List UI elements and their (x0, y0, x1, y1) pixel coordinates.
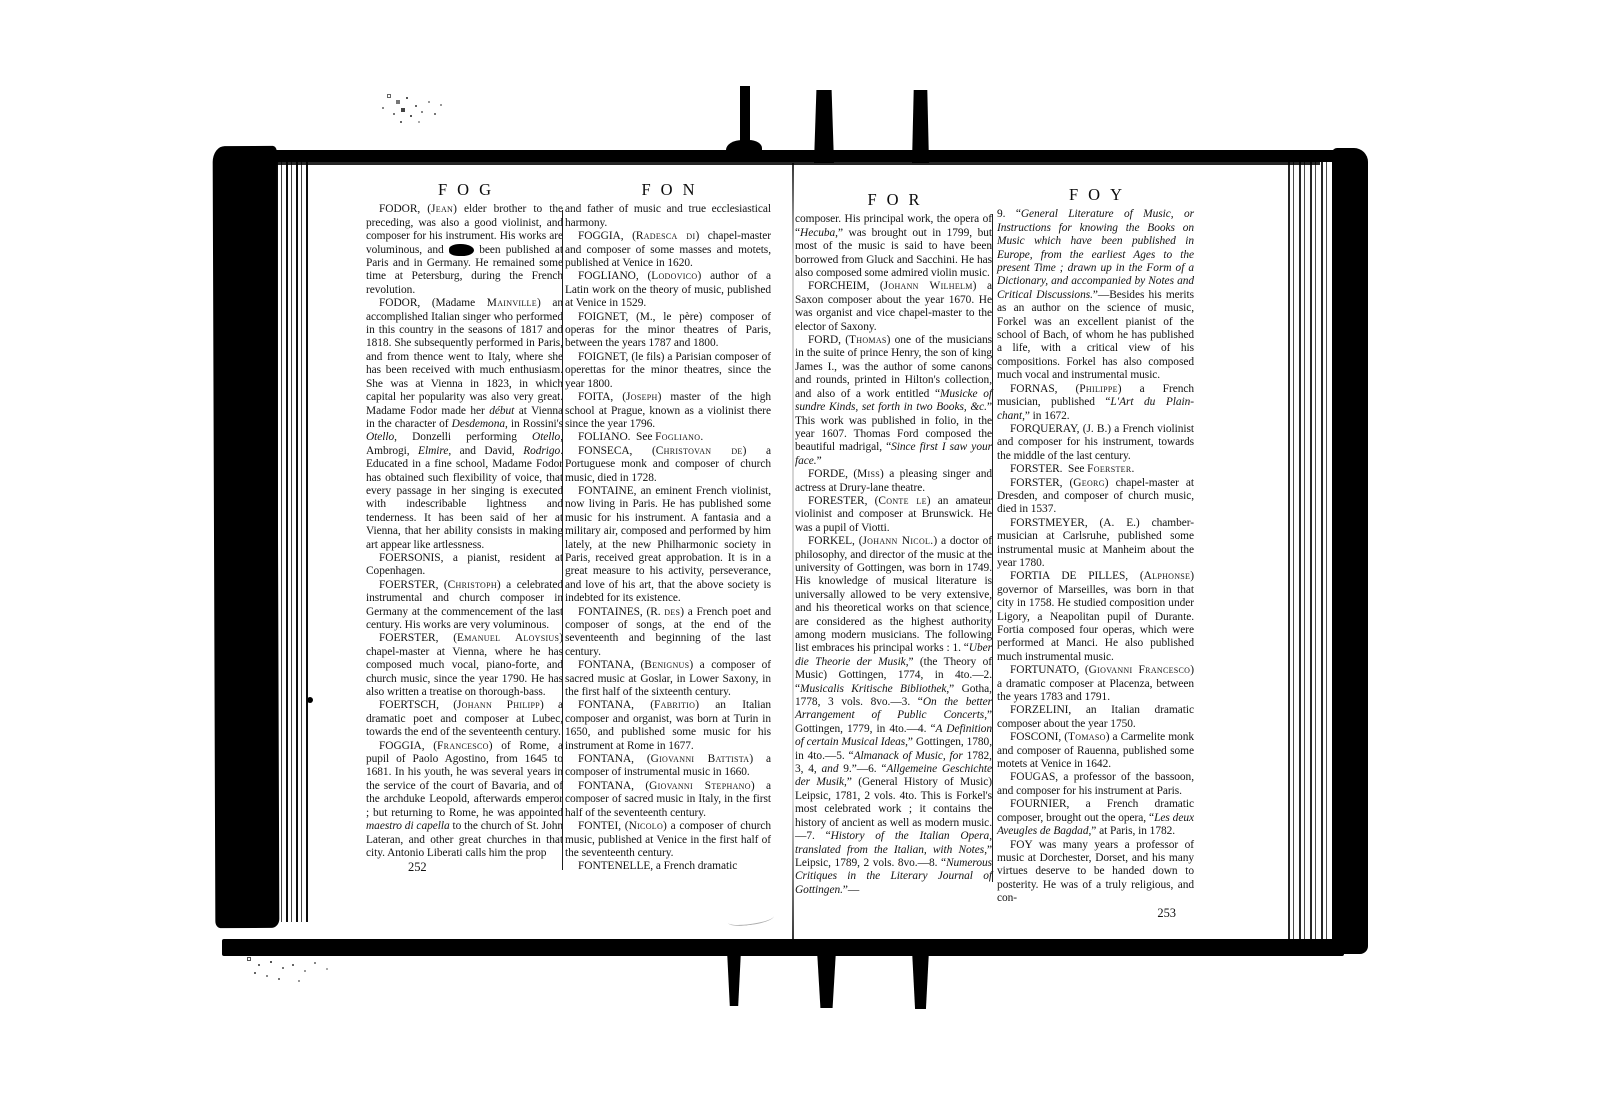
dictionary-entry: FORSTER, (Georg) chapel-master at Dresden, and composer of church music, died in 1537. (997, 476, 1194, 516)
running-head-fon: FON (641, 180, 705, 199)
dictionary-entry: FOERSTER, (Christoph) a celebrated instrumental and church composer in Germany at the commencement of the last century. His works are very voluminous. (366, 578, 564, 631)
dictionary-entry: FONSECA, (Christovan de) a Portuguese monk and composer of church music, died in 1728. (565, 444, 771, 484)
dictionary-entry: FOERSTER, (Emanuel Aloysius) chapel-master at Vienna, where he has composed much vocal, piano-forte, and church music, since the year 1790. He has also written a treatise on thorough-bass. (366, 632, 564, 699)
dictionary-entry: FORSTER. See Foerster. (1010, 463, 1135, 476)
column-for (795, 190, 993, 897)
bookmark-ribbon-bottom-3 (912, 950, 929, 1009)
dictionary-entry: FORKEL, (Johann Nicol.) a doctor of philosophy, and director of the music at the university of Gottingen, was born in 1749. His knowledge of musical literature is universally allowed to be very extensive, and his theoretical works on that science, are considered as the highest authority among modern musicians. The following list embraces his principal works : 1. “Uber die Theorie der Musik,” (the Theory of Music) Gottingen, 1774, in 4to.—2. “Musicalis Kritische Bibliothek,” Gotha, 1778, 3 vols. 8vo.—3. “On the better Arrangement of Public Concerts,” Gottingen, 1779, in 4to.—4. “A Definition of certain Musical Ideas,” Gottingen, 1780, in 4to.—5. “Almanack of Music, for 1782, 3, 4, and 9.”—6. “Allgemeine Geschichte der Musik,” (General History of Music) Leipsic, 1781, 2 vols. 4to. This is Forkel's most celebrated work ; it contains the history of ancient as well as modern music.—7. “History of the Italian Opera, translated from the Italian, with Notes,” Leipsic, 1789, 2 vols. 8vo.—8. “Numerous Critiques in the Literary Journal of Gottingen.”— (795, 535, 993, 896)
dictionary-entry: FOIGNET, (M., le père) composer of operas for the minor theatres of Paris, between the years 1787 and 1800. (565, 310, 771, 350)
dictionary-entry: FODOR, (Jean) elder brother to the preceding, was also a good violinist, and composer for his instrument. His works are voluminous, and been published at Paris and in Germany. He remained some time at Petersburg, during the French revolution. (366, 203, 563, 296)
column-rule-right-page (992, 214, 993, 882)
dictionary-entry: FOGGIA, (Francesco) of Rome, a pupil of Paolo Agostino, from 1645 to 1681. In his youth, he was several years in the service of the court of Bavaria, and of the archduke Leopold, afterwards emperor ; but returning to Rome, he was appointed maestro di capella to the church of St. John Lateran, and other great churches in that city. Antonio Liberati calls him the prop (366, 739, 563, 859)
bookmark-ribbon-bottom-1 (727, 950, 741, 1006)
dictionary-entry: FONTAINES, (R. des) a French poet and composer of songs, at the end of the seventeenth and beginning of the last century. (565, 605, 772, 658)
entries-for (795, 213, 992, 897)
book-right-page-edges (1332, 148, 1368, 954)
dictionary-entry: FORTIA DE PILLES, (Alphonse) governor of Marseilles, was born in that city in 1758. He studied composition under Ligory, a Neapolitan pupil of Durante. Fortia composed four operas, which were performed at Manci. He also published much instrumental music. (997, 570, 1194, 663)
column-fon (565, 180, 772, 874)
bookmark-ribbon-top-2 (814, 90, 834, 163)
page-number-right: 253 (1157, 905, 1176, 920)
ink-speckle (248, 958, 250, 960)
dictionary-entry: FOERTSCH, (Johann Philipp) a dramatic poet and composer at Lubec, towards the end of the seventeenth century. (366, 699, 563, 739)
dictionary-entry: FOUGAS, a professor of the bassoon, and composer for his instrument at Paris. (997, 771, 1194, 797)
dictionary-entry: FOGLIANO, (Lodovico) author of a Latin work on the theory of music, published at Venice in 1529. (565, 270, 771, 310)
dictionary-entry: FOIGNET, (le fils) a Parisian composer of operettas for the minor theatres, since the year 1800. (565, 350, 771, 390)
pencil-smudge (388, 95, 390, 97)
dictionary-entry: FOITA, (Joseph) master of the high school at Prague, known as a violinist there since the year 1796. (565, 391, 771, 430)
dictionary-entry: FONTANA, (Benignus) a composer of sacred music at Goslar, in Lower Saxony, in the first half of the sixteenth century. (565, 659, 771, 699)
dictionary-entry: FOGGIA, (Radesca di) chapel-master and composer of some masses and motets, published at Venice in 1620. (565, 230, 771, 270)
dictionary-entry: FONTENELLE, a French dramatic (578, 860, 738, 873)
dictionary-entry: FORESTER, (Conte le) an amateur violinist and composer at Brunswick. He was a pupil of Viotti. (795, 494, 992, 534)
dictionary-entry: FONTANA, (Fabritio) an Italian composer and organist, was born at Turin in 1650, and published some music for his instrument at Rome in 1677. (565, 699, 772, 752)
column-foy (997, 185, 1195, 932)
dictionary-entry: FOSCONI, (Tomaso) a Carmelite monk and composer of Rauenna, published some motets at Venice in 1642. (997, 731, 1194, 771)
book-top-edge-line (242, 162, 1320, 165)
book-bottom-edge (222, 939, 1344, 956)
running-head-foy: FOY (1068, 185, 1132, 204)
dictionary-entry: FONTANA, (Giovanni Stephano) a composer of sacred music in Italy, in the first half of the seventeenth century. (565, 779, 771, 819)
dictionary-entry: and father of music and true ecclesiastical harmony. (565, 203, 771, 229)
dictionary-entry: FORNAS, (Philippe) a French musician, published “L'Art du Plain-chant,” in 1672. (997, 382, 1195, 422)
dictionary-entry: FORSTMEYER, (A. E.) chamber-musician at Carlsruhe, published some instrumental music at Manheim about the year 1780. (997, 516, 1194, 569)
book-left-page-edges (213, 146, 280, 928)
dictionary-entry: FOURNIER, a French dramatic composer, brought out the opera, “Les deux Aveugles de Bagdad,” at Paris, in 1782. (997, 798, 1194, 838)
entries-foy (997, 208, 1194, 905)
dictionary-entry: composer. His principal work, the opera of “Hecuba,” was brought out in 1799, but most of the music is said to have been borrowed from Gluck and Sacchini. He has also composed some admired violin music. (795, 213, 992, 280)
book-right-edge-streaks (1286, 158, 1332, 950)
dictionary-entry: 9. “General Literature of Music, or Instructions for knowing the Books on Music which have been published in Europe, from the earliest Ages to the present Time ; drawn up in the Form of a Dictionary, and accompanied by Notes and Critical Discussions.”—Besides his merits as an author on the science of music, Forkel was an excellent pianist of the school of Bach, of whom he has published a life, with a critical view of his compositions. Forkel has also composed much vocal and instrumental music. (997, 208, 1195, 382)
dictionary-entry: FOLIANO. See Fogliano. (578, 431, 704, 444)
dictionary-entry: FORQUERAY, (J. B.) a French violinist and composer for his instrument, towards the middle of the last century. (997, 422, 1194, 462)
dictionary-entry: FOERSONIS, a pianist, resident at Copenhagen. (366, 551, 563, 578)
book-left-edge-streaks (276, 158, 308, 922)
dictionary-entry: FONTEI, (Nicolo) a composer of church music, published at Venice in the first half of the seventeenth century. (565, 820, 771, 859)
dictionary-entry: FORDE, (Miss) a pleasing singer and actress at Drury-lane theatre. (795, 468, 992, 494)
running-head-fog: FOG (437, 180, 501, 199)
entries-fon (565, 203, 771, 873)
running-head-for: FOR (867, 190, 930, 209)
book-top-edge (226, 150, 1338, 162)
dictionary-entry: FORD, (Thomas) one of the musicians in the suite of prince Henry, the son of king James I., was the author of some canons and rounds, printed in Hilton's collection, and also of a work entitled “Musicke of sundre Kinds, set forth in two Books, &c.” This work was published in folio, in the year 1607. Thomas Ford composed the beautiful madrigal, “Since first I saw your face.” (795, 334, 992, 467)
bookmark-ribbon-bottom-2 (817, 950, 836, 1008)
dictionary-entry: FONTANA, (Giovanni Battista) a composer of instrumental music in 1660. (565, 753, 771, 779)
column-fog (366, 180, 564, 887)
dictionary-entry: FOY was many years a professor of music at Dorchester, Dorset, and his many virtues deserve to be handed down to posterity. He was of a truly religious, and con- (997, 838, 1194, 905)
dictionary-entry: FORTUNATO, (Giovanni Francesco) a dramatic composer at Placenza, between the years 1783 and 1791. (997, 664, 1195, 704)
dictionary-entry: FONTAINE, an eminent French violinist, now living in Paris. He has published some music for his instrument. A fantasia and a military air, composed and performed by him lately, at the new Philharmonic society in Paris, received great approbation. It is in a great measure to his activity, perseverance, and love of his art, that the above society is indebted for its existence. (565, 484, 771, 605)
dictionary-entry: FORCHEIM, (Johann Wilhelm) a Saxon composer about the year 1670. He was organist and vice chapel-master to the elector of Saxony. (795, 280, 992, 333)
bookmark-ribbon-top-1-base (726, 140, 762, 162)
dictionary-entry: FORZELINI, an Italian dramatic composer about the year 1750. (997, 704, 1194, 730)
entries-fog (366, 203, 563, 860)
dictionary-entry: FODOR, (Madame Mainville) an accomplished Italian singer who performed in this country in the seasons of 1817 and 1818. She subsequently performed in Paris, and from thence went to Italy, where she has been received with much enthusiasm. She was at Vienna in 1823, in which capital her popularity was also very great. Madame Fodor made her début at Vienna in the character of Desdemona, in Rossini's Otello, Donzelli performing Otello, Ambrogi, Elmire, and David, Rodrigo. Educated in a fine school, Madame Fodor has obtained such flexibility of voice, that every passage in her singing is executed with indescribable lightness and tenderness. It has been said of her at Vienna, that her ability consists in making art appear like artlessness. (366, 297, 563, 551)
bookmark-ribbon-top-3 (912, 90, 929, 163)
page-number-left: 252 (408, 860, 427, 875)
